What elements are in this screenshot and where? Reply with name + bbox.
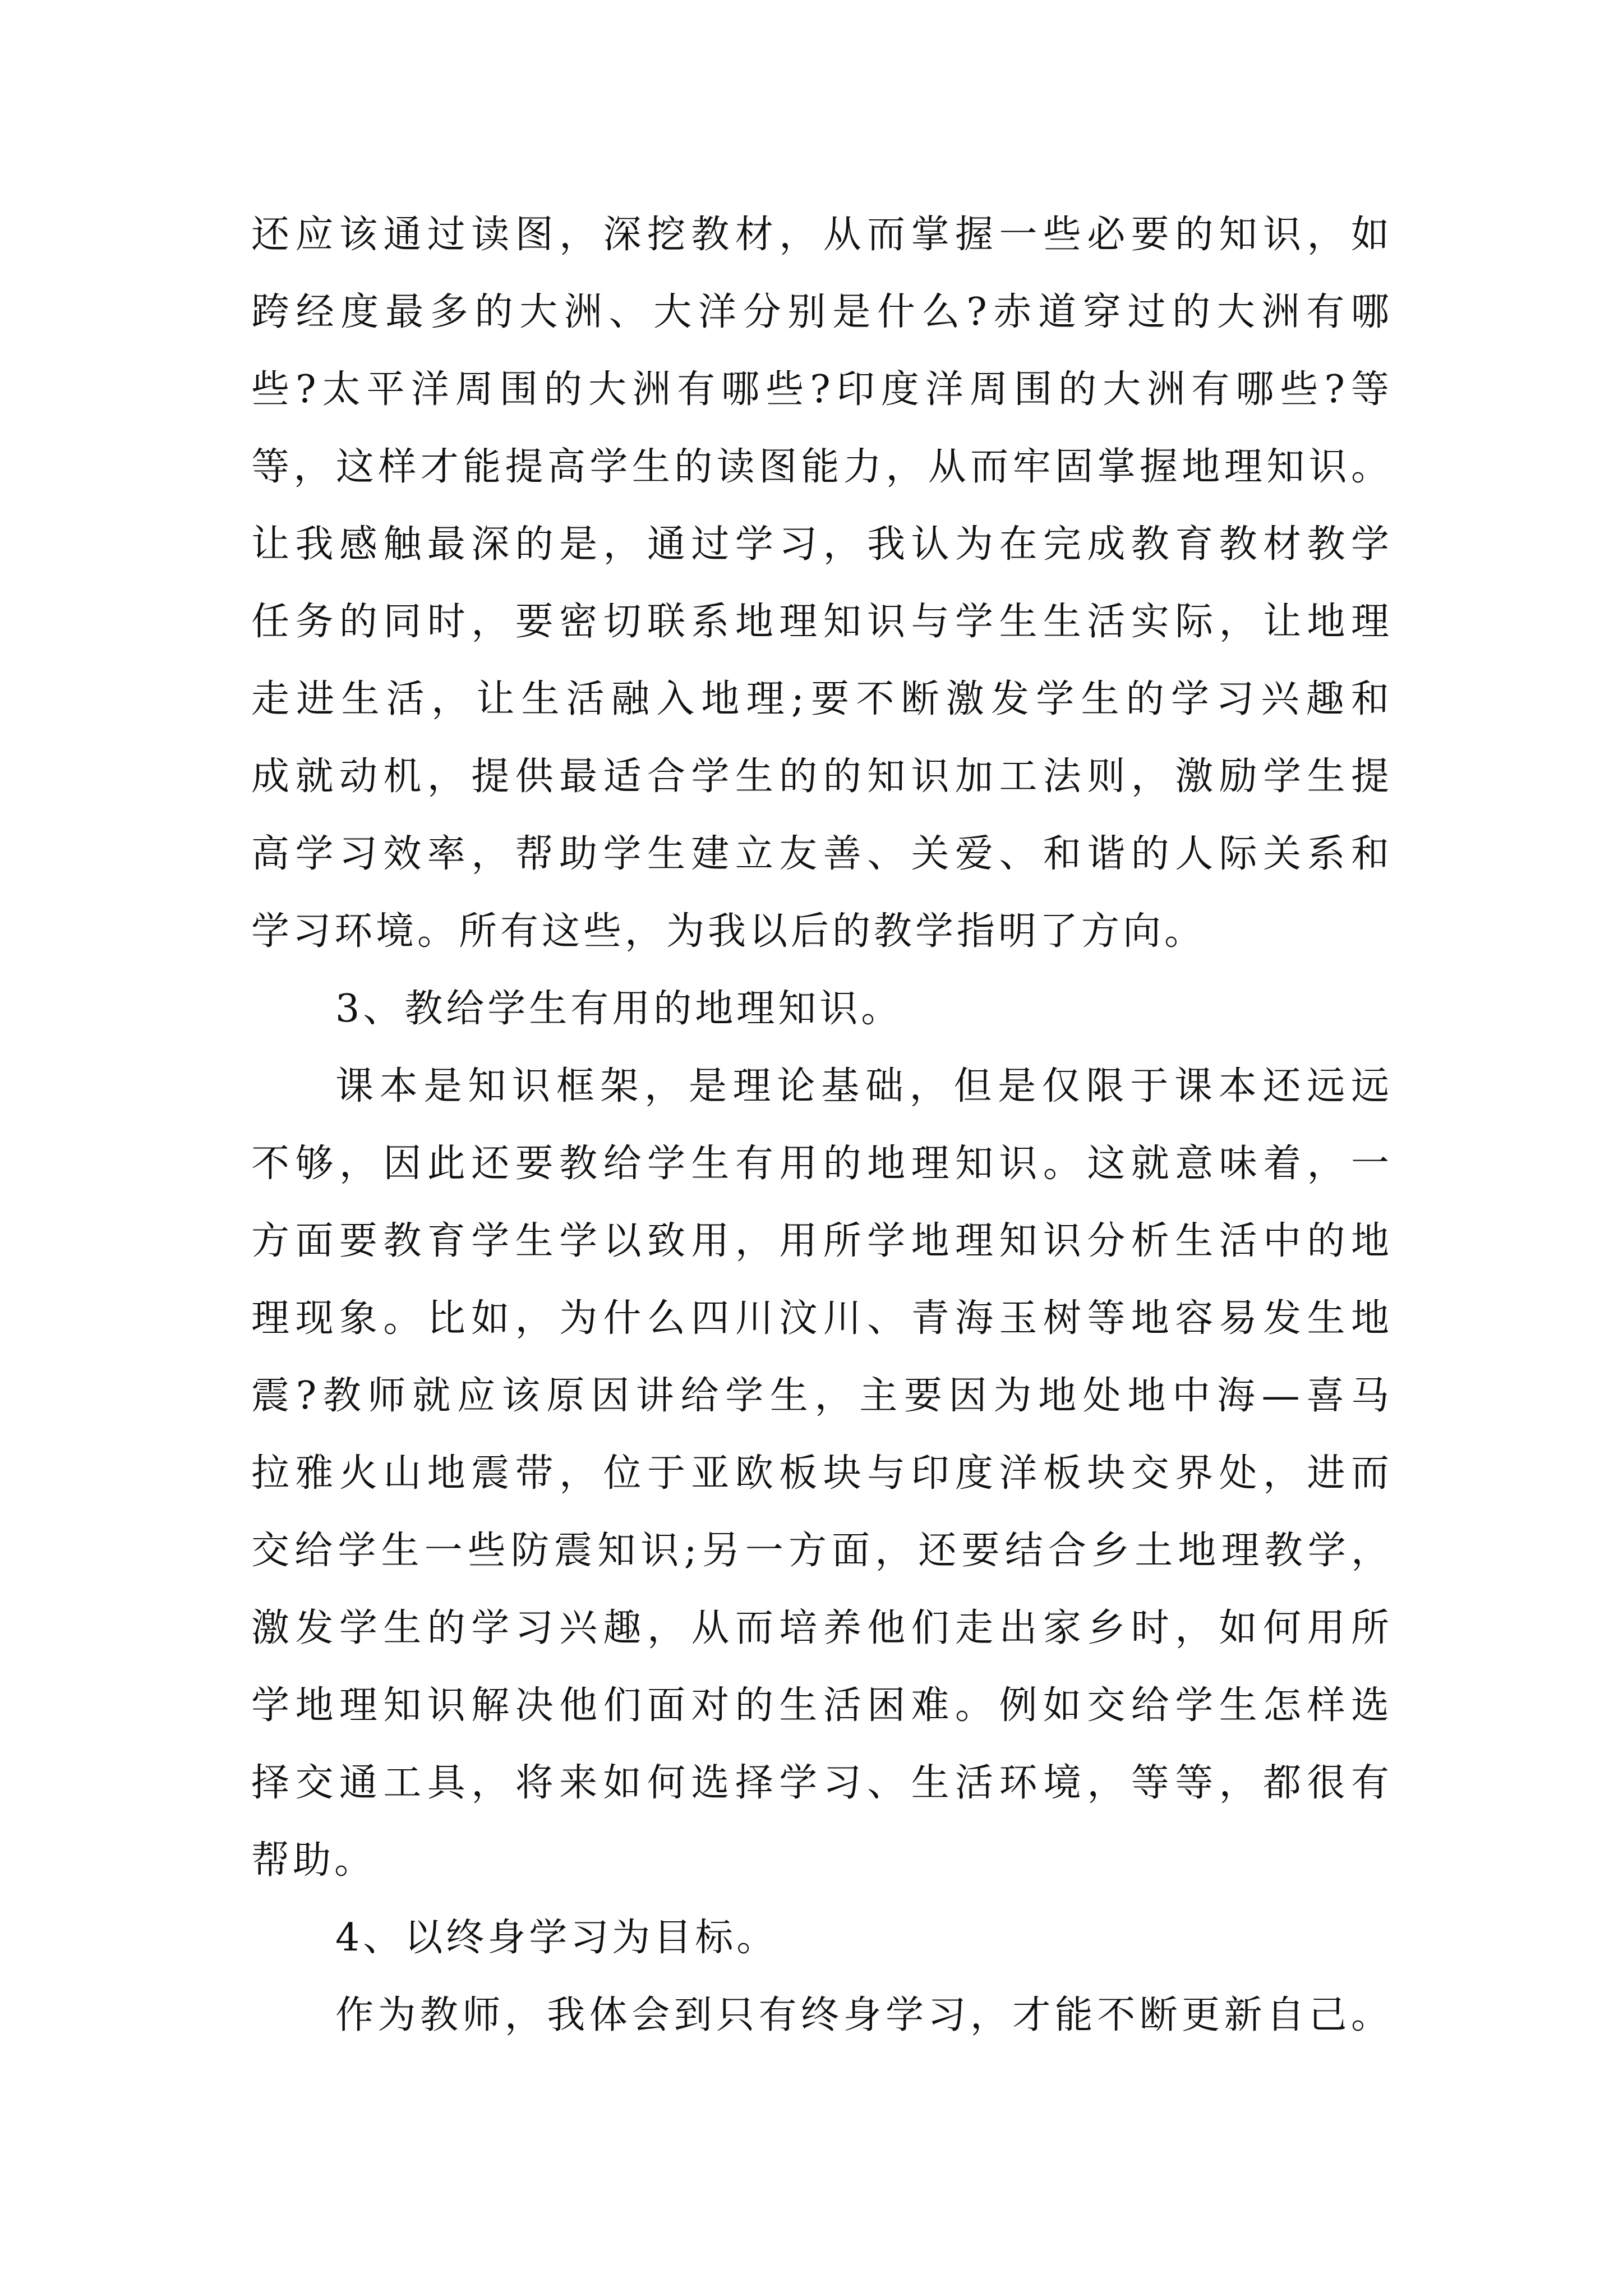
text-line: 帮助。 <box>251 1838 376 1883</box>
text-line: 方面要教育学生学以致用，用所学地理知识分析生活中的地 <box>251 1219 1393 1263</box>
text-line: 走进生活，让生活融入地理;要不断激发学生的学习兴趣和 <box>251 677 1393 721</box>
text-line: 学习环境。所有这些，为我以后的教学指明了方向。 <box>251 909 1206 954</box>
paragraph-first-line: 作为教师，我体会到只有终身学习，才能不断更新自己。 <box>335 1993 1393 2037</box>
paragraph-first-line: 课本是知识框架，是理论基础，但是仅限于课本还远远 <box>335 1064 1393 1108</box>
text-line: 成就动机，提供最适合学生的的知识加工法则，激励学生提 <box>251 754 1393 799</box>
text-line: 跨经度最多的大洲、大洋分别是什么?赤道穿过的大洲有哪 <box>251 290 1393 334</box>
text-line: 理现象。比如，为什么四川汶川、青海玉树等地容易发生地 <box>251 1296 1393 1341</box>
text-line: 择交通工具，将来如何选择学习、生活环境，等等，都很有 <box>251 1761 1393 1805</box>
section-heading-3: 3、教给学生有用的地理知识。 <box>335 987 903 1031</box>
text-line: 些?太平洋周围的大洲有哪些?印度洋周围的大洲有哪些?等 <box>251 367 1393 412</box>
document-body <box>251 196 1393 2054</box>
text-line: 交给学生一些防震知识;另一方面，还要结合乡土地理教学， <box>251 1529 1393 1573</box>
section-heading-4: 4、以终身学习为目标。 <box>335 1916 778 1960</box>
text-line: 还应该通过读图，深挖教材，从而掌握一些必要的知识，如 <box>251 213 1393 257</box>
text-line: 学地理知识解决他们面对的生活困难。例如交给学生怎样选 <box>251 1683 1393 1728</box>
text-line: 不够，因此还要教给学生有用的地理知识。这就意味着，一 <box>251 1142 1393 1186</box>
text-line: 任务的同时，要密切联系地理知识与学生生活实际，让地理 <box>251 600 1393 644</box>
text-line: 震?教师就应该原因讲给学生，主要因为地处地中海—喜马 <box>251 1374 1393 1418</box>
text-line: 激发学生的学习兴趣，从而培养他们走出家乡时，如何用所 <box>251 1606 1393 1650</box>
text-line: 让我感触最深的是，通过学习，我认为在完成教育教材教学 <box>251 522 1393 567</box>
text-line: 高学习效率，帮助学生建立友善、关爱、和谐的人际关系和 <box>251 832 1393 876</box>
text-line: 等，这样才能提高学生的读图能力，从而牢固掌握地理知识。 <box>251 445 1393 489</box>
text-line: 拉雅火山地震带，位于亚欧板块与印度洋板块交界处，进而 <box>251 1451 1393 1496</box>
